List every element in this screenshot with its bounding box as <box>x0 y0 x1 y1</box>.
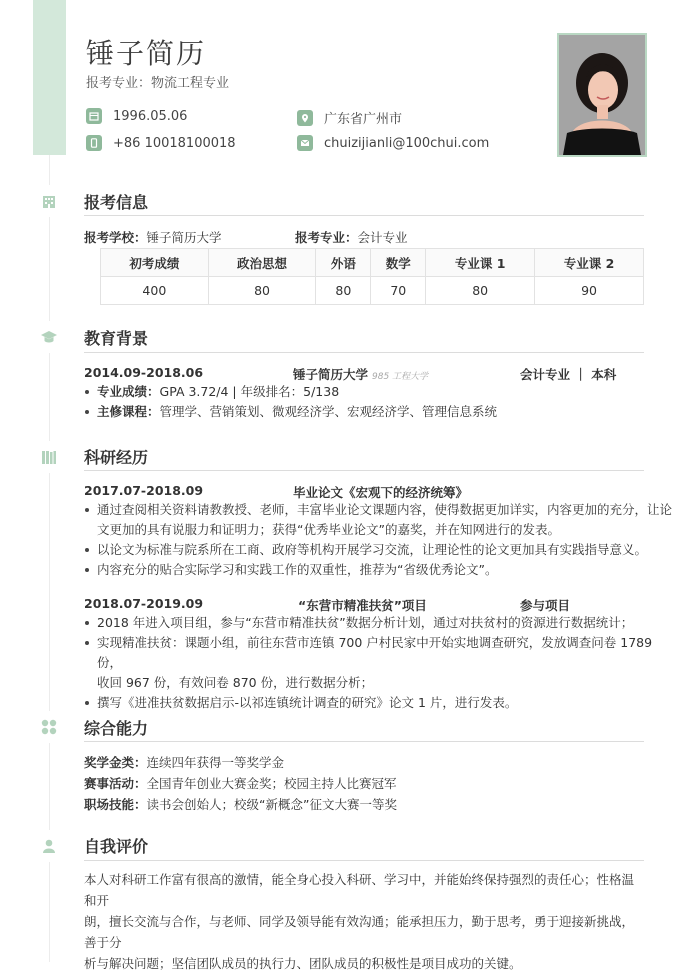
education-school-name: 锤子简历大学 <box>293 367 369 382</box>
skill-text: 读书会创始人；校级“新概念”征文大赛一等奖 <box>146 797 397 812</box>
education-major: 会计专业 ｜ 本科 <box>520 367 617 382</box>
education-details <box>84 382 497 422</box>
profile-photo <box>557 33 647 157</box>
list-item <box>84 693 680 713</box>
score-table <box>100 248 644 305</box>
research-line: 2018 年进入项目组，参与“东营市精准扶贫”数据分析计划，通过对扶贫村的资源进行数据统计； <box>97 615 634 630</box>
score-header-cell: 专业课 1 <box>426 249 535 277</box>
self-eval-line: 本人对科研工作富有很高的激情，能全身心投入科研、学习中，并能始终保持强烈的责任心；性格温和开 <box>84 872 635 908</box>
research-name: “东营市精准扶贫”项目 <box>298 598 427 613</box>
section-title-education: 教育背景 <box>84 329 149 348</box>
score-header-cell: 外语 <box>316 249 371 277</box>
exam-major-value: 会计专业 <box>357 230 408 245</box>
section-title-research: 科研经历 <box>84 448 149 467</box>
score-value-cell: 80 <box>316 277 371 305</box>
skill-item <box>84 774 397 792</box>
grid-icon <box>33 711 65 743</box>
section-divider <box>84 860 644 861</box>
score-header-cell: 数学 <box>371 249 426 277</box>
research-period: 2017.07-2018.09 <box>84 483 204 498</box>
phone-item <box>86 135 236 151</box>
resume-name: 锤子简历 <box>86 37 207 70</box>
education-item-label: 主修课程： <box>97 404 160 419</box>
score-value-cell: 80 <box>208 277 316 305</box>
research-line: 内容充分的贴合实际学习和实践工作的双重性，推荐为“省级优秀论文”。 <box>97 562 498 577</box>
list-item <box>84 613 680 633</box>
research-line: 撰写《进准扶贫数据启示-以祁连镇统计调查的研究》论文 1 片，进行发表。 <box>97 695 518 710</box>
skill-label: 职场技能： <box>84 797 147 812</box>
exam-school-value: 锤子简历大学 <box>146 230 222 245</box>
list-item <box>84 540 672 560</box>
skill-item <box>84 795 397 813</box>
score-value-cell: 70 <box>371 277 426 305</box>
education-item-text: GPA 3.72/4 | 年级排名：5/138 <box>159 384 340 399</box>
score-table-row <box>101 277 644 305</box>
education-school <box>293 365 428 383</box>
location-item <box>297 108 402 127</box>
education-school-tag: 985 工程大学 <box>372 372 429 382</box>
self-eval-text <box>84 869 646 974</box>
self-eval-line: 朗，擅长交流与合作，与老师、同学及领导能有效沟通；能承担压力，勤于思考，勇于迎接新挑战，善于分 <box>84 914 635 950</box>
calendar-icon <box>86 108 102 124</box>
target-major: 报考专业：物流工程专业 <box>86 76 230 91</box>
phone-icon <box>86 135 102 151</box>
email-address[interactable]: chuizijianli@100chui.com <box>324 135 490 151</box>
skill-label: 奖学金类： <box>84 755 147 770</box>
research-line: 文更加的具有说服力和证明力；获得“优秀毕业论文”的嘉奖，并在知网进行的发表。 <box>97 522 560 537</box>
research-name: 毕业论文《宏观下的经济统筹》 <box>293 485 469 500</box>
research-details <box>84 613 680 713</box>
education-item-label: 专业成绩： <box>97 384 160 399</box>
section-divider <box>84 215 644 216</box>
skill-item <box>84 753 284 771</box>
score-header-cell: 初考成绩 <box>101 249 209 277</box>
section-divider <box>84 470 644 471</box>
score-header-cell: 专业课 2 <box>535 249 644 277</box>
score-value-cell: 400 <box>101 277 209 305</box>
header-accent-bar <box>33 0 66 155</box>
birth-date: 1996.05.06 <box>113 108 188 124</box>
skill-text: 连续四年获得一等奖学金 <box>146 755 285 770</box>
graduation-cap-icon <box>33 321 65 353</box>
education-period: 2014.09-2018.06 <box>84 365 204 380</box>
research-line: 实现精准扶贫：课题小组，前往东营市连镇 700 户村民家中开始实地调查研究，发放调查问卷 1789 份， <box>97 635 653 670</box>
section-title-skills: 综合能力 <box>84 719 149 738</box>
self-eval-line: 析与解决问题；坚信团队成员的执行力、团队成员的积极性是项目成功的关键。 <box>84 956 522 971</box>
research-line: 以论文为标准与院系所在工商、政府等机构开展学习交流，让理论性的论文更加具有实践指导意义。 <box>97 542 648 557</box>
list-item <box>84 402 497 422</box>
exam-major <box>295 228 408 246</box>
location-icon <box>297 110 313 126</box>
research-role: 参与项目 <box>520 598 571 613</box>
research-line: 收回 967 份，有效问卷 870 份，进行数据分析； <box>97 675 374 690</box>
email-icon <box>297 135 313 151</box>
research-details <box>84 500 672 580</box>
exam-school-label: 报考学校： <box>84 230 147 245</box>
skill-text: 全国青年创业大赛金奖；校园主持人比赛冠军 <box>146 776 397 791</box>
score-header-cell: 政治思想 <box>208 249 316 277</box>
score-value-cell: 80 <box>426 277 535 305</box>
list-item <box>84 500 672 540</box>
list-item <box>84 560 672 580</box>
email-item <box>297 135 489 151</box>
score-table-header <box>101 249 644 277</box>
section-divider <box>84 741 644 742</box>
birth-item <box>86 108 187 124</box>
list-item <box>84 633 680 693</box>
education-item-text: 管理学、营销策划、微观经济学、宏观经济学、管理信息系统 <box>159 404 498 419</box>
exam-school <box>84 228 222 246</box>
exam-major-label: 报考专业： <box>295 230 358 245</box>
skill-label: 赛事活动： <box>84 776 147 791</box>
section-title-self-eval: 自我评价 <box>84 837 149 856</box>
section-divider <box>84 352 644 353</box>
list-item <box>84 382 497 402</box>
research-line: 通过查阅相关资料请教教授、老师，丰富毕业论文课题内容，使得数据更加详实，内容更加的充分，让论 <box>97 502 673 517</box>
books-icon <box>33 441 65 473</box>
section-title-exam: 报考信息 <box>84 193 149 212</box>
person-icon <box>33 830 65 862</box>
location-text: 广东省广州市 <box>324 112 403 127</box>
score-value-cell: 90 <box>535 277 644 305</box>
building-icon <box>33 185 65 217</box>
research-period: 2018.07-2019.09 <box>84 596 204 611</box>
phone-number[interactable]: +86 10018100018 <box>113 135 236 151</box>
